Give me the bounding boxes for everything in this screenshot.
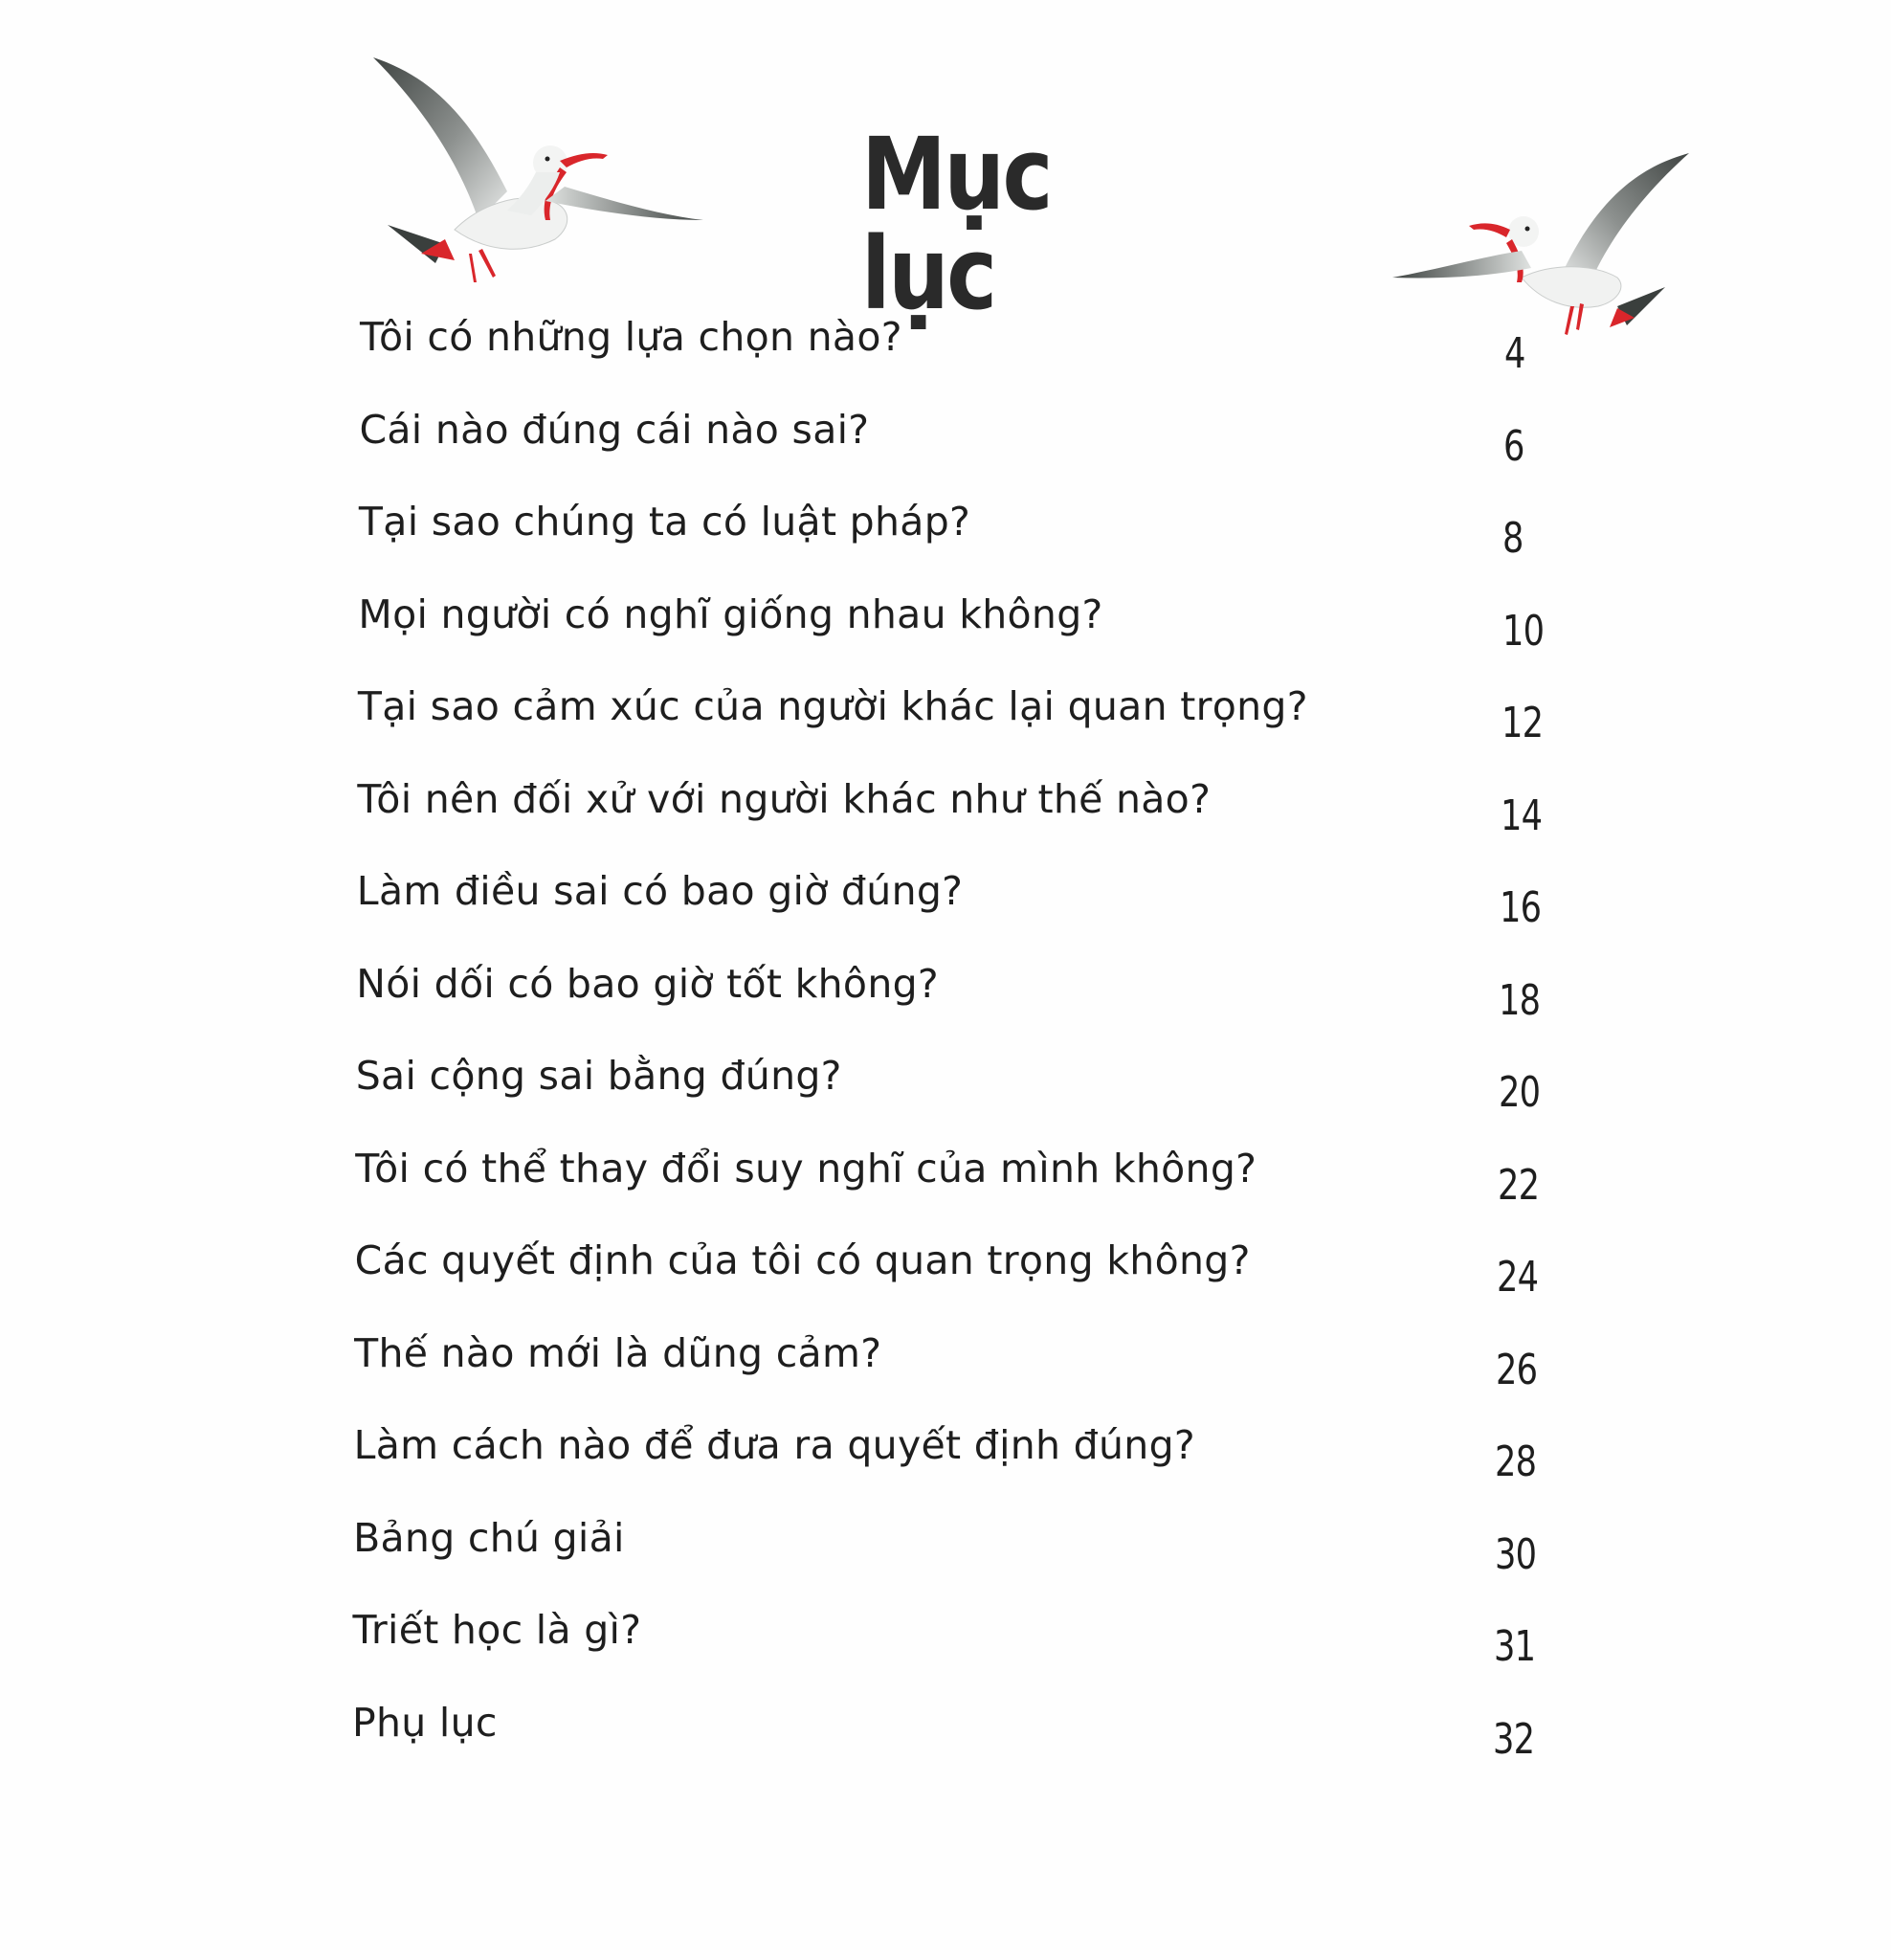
toc-entry-page-number: 8 [1502, 514, 1524, 563]
page-title: Mục lục [861, 116, 1051, 332]
toc-entry[interactable] [0, 1146, 1891, 1222]
toc-entry[interactable] [0, 314, 1891, 390]
toc-entry-page-number: 30 [1494, 1529, 1536, 1579]
toc-entry-title: Tại sao chúng ta có luật pháp? [358, 499, 971, 545]
toc-entry-title: Bảng chú giải [353, 1514, 625, 1561]
toc-entry-title: Làm cách nào để đưa ra quyết định đúng? [353, 1422, 1195, 1468]
toc-entry-page-number: 10 [1502, 606, 1544, 656]
toc-entry[interactable] [0, 868, 1891, 945]
toc-entry-page-number: 6 [1503, 421, 1524, 471]
toc-entry-page-number: 28 [1495, 1437, 1537, 1486]
toc-entry-title: Làm điều sai có bao giờ đúng? [356, 868, 964, 914]
toc-entry-title: Tôi có những lựa chọn nào? [360, 314, 902, 360]
toc-entry-title: Nói dối có bao giờ tốt không? [356, 960, 939, 1007]
toc-entry-title: Thế nào mới là dũng cảm? [354, 1329, 882, 1376]
toc-entry-page-number: 31 [1493, 1622, 1535, 1671]
toc-entry[interactable] [0, 499, 1891, 575]
toc-entry[interactable] [0, 1422, 1891, 1499]
toc-entry-page-number: 4 [1504, 329, 1525, 378]
toc-entry[interactable] [0, 591, 1891, 668]
toc-entry-page-number: 20 [1498, 1068, 1540, 1117]
toc-entry[interactable] [0, 1515, 1891, 1592]
toc-entry[interactable] [0, 961, 1891, 1037]
toc-entry[interactable] [0, 1237, 1891, 1314]
toc-entry-title: Sai cộng sai bằng đúng? [355, 1053, 842, 1099]
toc-entry-title: Triết học là gì? [352, 1607, 642, 1653]
toc-entry-title: Các quyết định của tôi có quan trọng không? [354, 1237, 1251, 1283]
toc-entry-page-number: 24 [1497, 1253, 1539, 1302]
toc-entry-title: Cái nào đúng cái nào sai? [359, 406, 870, 453]
toc-entry-page-number: 26 [1496, 1345, 1538, 1394]
toc-entry-page-number: 32 [1493, 1714, 1535, 1764]
toc-entry-page-number: 14 [1501, 791, 1543, 840]
toc-entry[interactable] [0, 683, 1891, 760]
toc-entry-page-number: 16 [1500, 883, 1542, 932]
toc-entry[interactable] [0, 407, 1891, 483]
toc-entry[interactable] [0, 776, 1891, 853]
toc-entry[interactable] [0, 1607, 1891, 1683]
toc-entry-page-number: 18 [1499, 975, 1541, 1025]
toc-entry-title: Tôi nên đối xử với người khác như thế nào? [357, 775, 1212, 822]
toc-entry-title: Phụ lục [352, 1699, 498, 1746]
toc-entry[interactable] [0, 1330, 1891, 1407]
toc-entry-title: Mọi người có nghĩ giống nhau không? [358, 590, 1103, 637]
toc-entry-page-number: 12 [1501, 699, 1543, 747]
toc-entry[interactable] [0, 1053, 1891, 1129]
toc-entry[interactable] [0, 1700, 1891, 1776]
toc-entry-title: Tại sao cảm xúc của người khác lại quan trọng? [357, 683, 1308, 729]
toc-entry-title: Tôi có thể thay đổi suy nghĩ của mình không? [355, 1145, 1257, 1192]
toc-entry-page-number: 22 [1497, 1160, 1539, 1210]
